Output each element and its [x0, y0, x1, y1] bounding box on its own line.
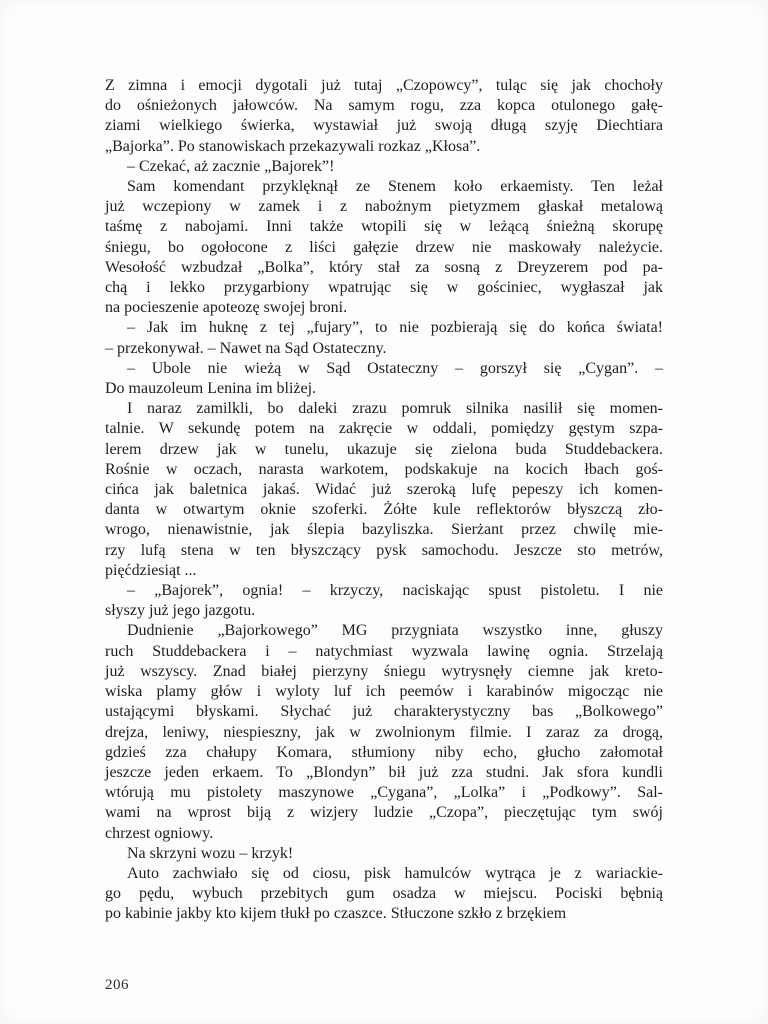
text-block [105, 76, 663, 925]
text-line: go pędu, wybuch przebitych gum osadza w miejscu. Pociski bębnią [105, 885, 663, 903]
text-line: rzy lufą stena w ten błyszczący pysk samochodu. Jeszcze sto metrów, [105, 541, 663, 559]
text-line: Rośnie w oczach, narasta warkotem, podskakuje na kocich łbach goś- [105, 460, 663, 478]
text-line: – Ubole nie wieżą w Sąd Ostateczny – gorszył się „Cygan”. – [127, 359, 663, 377]
text-line: już wczepiony w zamek i z nabożnym pietyzmem głaskał metalową [105, 198, 663, 216]
text-line: śniegu, bo ogołocone z liści gałęzie drzew nie maskowały należycie. [105, 238, 663, 256]
text-line: chrzest ogniowy. [105, 824, 214, 842]
text-line: już wszyscy. Znad białej pierzyny śniegu wytrysnęły ciemne jak kreto- [105, 662, 663, 680]
text-line: – Czekać, aż zacznie „Bajorek”! [127, 157, 335, 175]
text-line: po kabinie jakby kto kijem tłukł po czaszce. Stłuczone szkło z brzękiem [105, 905, 567, 923]
text-line: I naraz zamilkli, bo daleki zrazu pomruk silnika nasilił się momen- [127, 400, 663, 418]
text-line: Dudnienie „Bajorkowego” MG przygniata wszystko inne, głuszy [127, 622, 663, 640]
text-line: chą i lekko przygarbiony wpatrując się w gościniec, wygłaszał jak [105, 279, 663, 297]
text-line: jeszcze jeden erkaem. To „Blondyn” bił już zza studni. Jak sfora kundli [105, 763, 663, 781]
text-line: pięćdziesiąt ... [105, 561, 197, 579]
text-line: Z zimna i emocji dygotali już tutaj „Czopowcy”, tuląc się jak chochoły [105, 77, 663, 94]
text-line: wami na wprost biją z wizjery ludzie „Czopa”, pieczętując tym swój [105, 804, 663, 822]
text-line: wtórują mu pistolety maszynowe „Cygana”, „Lolka” i „Podkowy”. Sal- [105, 784, 663, 802]
text-line: ziami wielkiego świerka, wystawiał już swoją długą szyję Diechtiara [105, 117, 663, 135]
text-line: taśmę z nabojami. Inni także wtopili się w leżącą śnieżną skorupę [105, 218, 663, 236]
text-line: cińca jak baletnica jakaś. Widać już szeroką lufę pepeszy ich komen- [105, 481, 663, 499]
text-line: talnie. W sekundę potem na zakręcie w oddali, pomiędzy gęstym szpa- [105, 420, 663, 438]
text-line: słyszy już jego jazgotu. [105, 602, 256, 620]
page-number: 206 [105, 977, 129, 993]
text-line: ruch Studdebackera i – natychmiast wyzwala lawinę ognia. Strzelają [105, 642, 663, 660]
text-line: Sam komendant przyklęknął ze Stenem koło erkaemisty. Ten leżał [127, 178, 663, 196]
text-line: Na skrzyni wozu – krzyk! [127, 844, 294, 862]
text-line: do ośnieżonych jałowców. Na samym rogu, zza kopca otulonego gałę- [105, 97, 663, 115]
text-line: wiska plamy głów i wyloty luf ich peemów i karabinów migocząc nie [105, 683, 663, 701]
text-line: – przekonywał. – Nawet na Sąd Ostateczny. [105, 339, 387, 357]
text-line: Do mauzoleum Lenina im bliżej. [105, 380, 317, 398]
text-line: na pocieszenie apoteozę swojej broni. [105, 299, 348, 317]
text-line: wrogo, nienawistnie, jak ślepia bazyliszka. Sierżant przez chwilę mie- [105, 521, 663, 539]
text-line: lerem drzew jak w tunelu, ukazuje się zielona buda Studdebackera. [105, 440, 663, 458]
text-line: „Bajorka”. Po stanowiskach przekazywali rozkaz „Kłosa”. [105, 137, 481, 155]
text-line: – „Bajorek”, ognia! – krzyczy, naciskając spust pistoletu. I nie [127, 582, 663, 600]
text-line: – Jak im huknę z tej „fujary”, to nie pozbierają się do końca świata! [127, 319, 663, 337]
text-line: Auto zachwiało się od ciosu, pisk hamulców wytrąca je z wariackie- [127, 864, 663, 882]
text-line: ustającymi błyskami. Słychać już charakterystyczny bas „Bolkowego” [105, 703, 663, 721]
text-line: drejza, leniwy, niespieszny, jak w zwolnionym filmie. I zaraz za drogą, [105, 723, 663, 741]
text-line: gdzieś zza chałupy Komara, stłumiony niby echo, głucho załomotał [105, 743, 663, 761]
text-line: Wesołość wzbudzał „Bolka”, który stał za sosną z Dreyzerem pod pa- [105, 258, 663, 276]
text-line: danta w otwartym oknie szoferki. Żółte kule reflektorów błyszczą zło- [105, 501, 663, 519]
